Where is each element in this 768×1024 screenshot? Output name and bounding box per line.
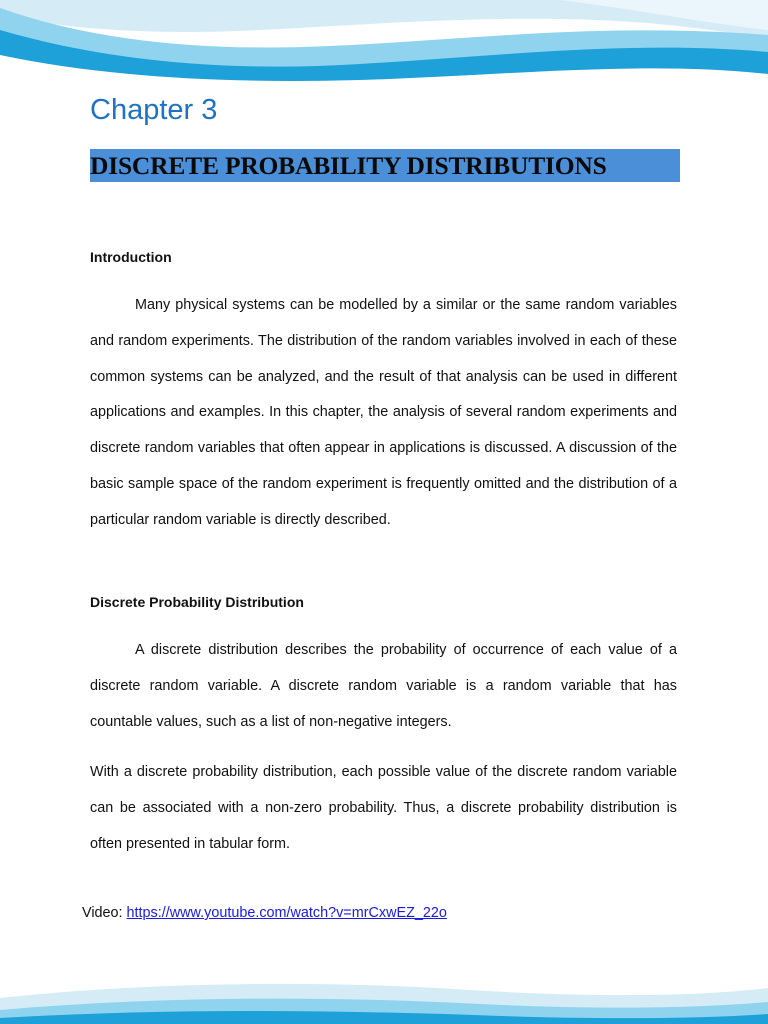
header-wave-decoration (0, 0, 768, 82)
chapter-title-bar (90, 149, 680, 182)
discrete-distribution-paragraph-2: With a discrete probability distribution, each possible value of the discrete random variable can be associated with a non-zero probability. Thus, a discrete probability distribution is often presented in tabular form. (90, 764, 677, 852)
chapter-title: DISCRETE PROBABILITY DISTRIBUTIONS (90, 151, 607, 180)
section-heading-introduction: Introduction (90, 249, 172, 265)
video-label: Video: (82, 905, 127, 921)
section-heading-discrete-distribution: Discrete Probability Distribution (90, 594, 304, 610)
chapter-label: Chapter 3 (90, 94, 218, 126)
video-link[interactable]: https://www.youtube.com/watch?v=mrCxwEZ_22o (126, 905, 447, 921)
introduction-paragraph: Many physical systems can be modelled by a similar or the same random variables and random experiments. The distribution of the random variables involved in each of these common systems can be analyzed, and the result of that analysis can be used in different applications and examples. In this chapter, the analysis of several random experiments and discrete random variables that often appear in applications is discussed. A discussion of the basic sample space of the random experiment is frequently omitted and the distribution of a particular random variable is directly described. (90, 297, 677, 528)
footer-wave-decoration (0, 976, 768, 1024)
video-reference (82, 905, 447, 921)
discrete-distribution-paragraph-1: A discrete distribution describes the probability of occurrence of each value of a discrete random variable. A discrete random variable is a random variable that has countable values, such as a list of non-negative integers. (90, 642, 677, 730)
